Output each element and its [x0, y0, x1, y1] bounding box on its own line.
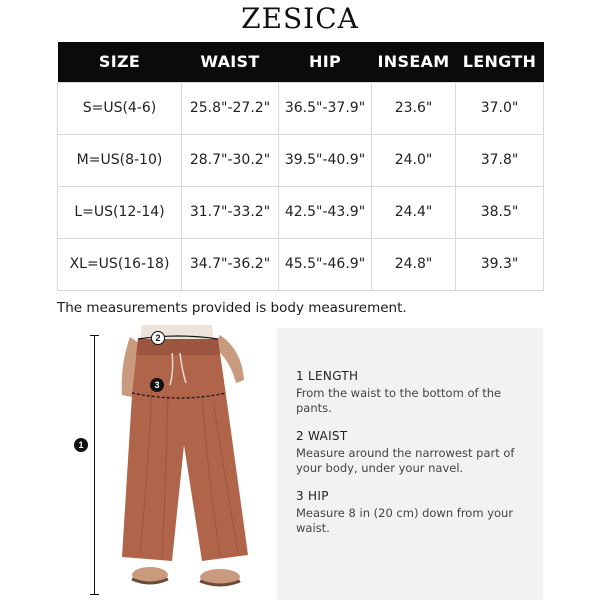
- header-waist: WAIST: [182, 42, 279, 82]
- cell-hip: 45.5"-46.9": [279, 238, 372, 290]
- table-row: [58, 82, 544, 134]
- cell-length: 37.0": [456, 82, 544, 134]
- cell-size: L=US(12-14): [58, 186, 182, 238]
- guide-hip-title: 3 HIP: [296, 489, 329, 503]
- cell-inseam: 23.6": [372, 82, 456, 134]
- cell-inseam: 24.0": [372, 134, 456, 186]
- cell-hip: 42.5"-43.9": [279, 186, 372, 238]
- cell-waist: 28.7"-30.2": [182, 134, 279, 186]
- product-photo: [60, 325, 275, 600]
- guide-length-desc: From the waist to the bottom of the pants.: [296, 386, 502, 415]
- cell-inseam: 24.4": [372, 186, 456, 238]
- cell-waist: 31.7"-33.2": [182, 186, 279, 238]
- header-hip: HIP: [279, 42, 372, 82]
- cell-size: S=US(4-6): [58, 82, 182, 134]
- measurement-guide-panel: [277, 328, 543, 600]
- size-chart-table: [57, 42, 544, 291]
- cell-waist: 34.7"-36.2": [182, 238, 279, 290]
- pants-model-image: [102, 325, 272, 600]
- cell-inseam: 24.8": [372, 238, 456, 290]
- marker-length: 1: [74, 438, 88, 452]
- header-inseam: INSEAM: [372, 42, 456, 82]
- cell-length: 38.5": [456, 186, 544, 238]
- marker-waist: 2: [151, 331, 165, 345]
- measurement-note: The measurements provided is body measurement.: [57, 300, 407, 316]
- cell-waist: 25.8"-27.2": [182, 82, 279, 134]
- header-length: LENGTH: [456, 42, 544, 82]
- guide-waist-desc: Measure around the narrowest part of your body, under your navel.: [296, 446, 515, 475]
- guide-length-title: 1 LENGTH: [296, 369, 359, 383]
- cell-size: M=US(8-10): [58, 134, 182, 186]
- table-header-row: [58, 42, 544, 82]
- cell-length: 39.3": [456, 238, 544, 290]
- table-row: [58, 134, 544, 186]
- guide-hip-desc: Measure 8 in (20 cm) down from your waist.: [296, 506, 514, 535]
- length-measure-line: [94, 335, 95, 595]
- cell-size: XL=US(16-18): [58, 238, 182, 290]
- cell-length: 37.8": [456, 134, 544, 186]
- table-row: [58, 238, 544, 290]
- table-row: [58, 186, 544, 238]
- guide-hip: [296, 489, 536, 536]
- cell-hip: 36.5"-37.9": [279, 82, 372, 134]
- marker-hip: 3: [150, 378, 164, 392]
- brand-logo: ZESICA: [241, 2, 359, 35]
- guide-length: [296, 369, 536, 416]
- guide-waist-title: 2 WAIST: [296, 429, 348, 443]
- cell-hip: 39.5"-40.9": [279, 134, 372, 186]
- header-size: SIZE: [58, 42, 182, 82]
- guide-waist: [296, 429, 536, 476]
